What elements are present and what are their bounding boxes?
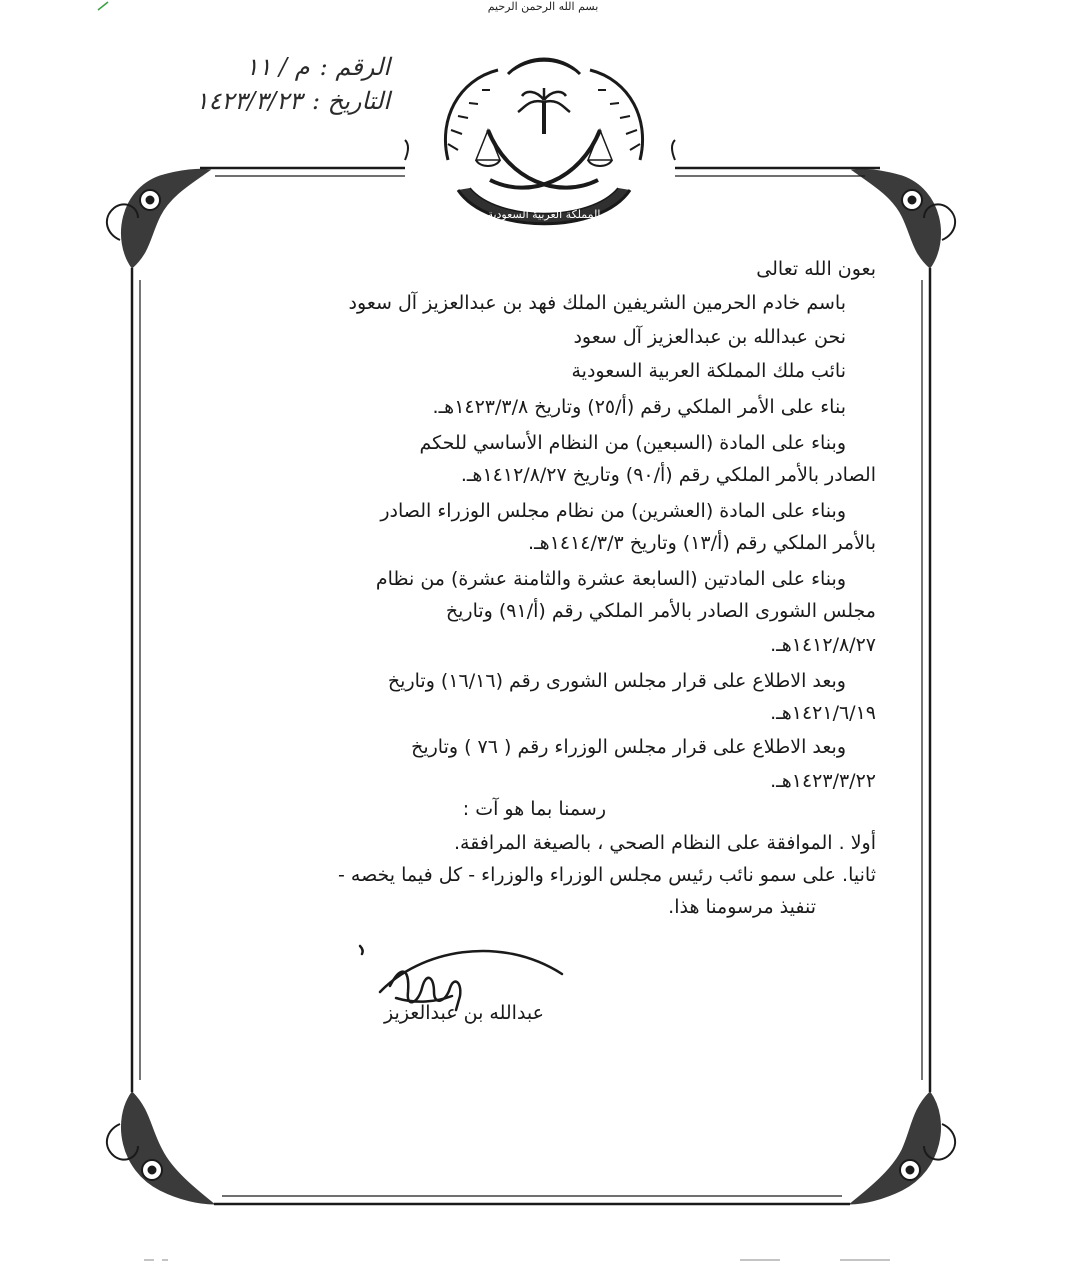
body-line: وبناء على المادة (العشرين) من نظام مجلس الوزراء الصادر [380,500,846,522]
body-line: ١٤٢٣/٣/٢٢هـ. [770,770,876,792]
date-value: ١٤٢٣/٣/٢٣ [195,87,302,115]
body-line: نائب ملك المملكة العربية السعودية [571,360,846,382]
body-line: تنفيذ مرسومنا هذا. [668,896,816,918]
body-line: ثانيا. على سمو نائب رئيس مجلس الوزراء والوزراء - كل فيما يخصه - [337,864,876,886]
date-label: التاريخ : [311,87,390,115]
body-line: بناء على الأمر الملكي رقم (أ/٢٥) وتاريخ ١٤٢٣/٣/٨هـ. [432,396,846,418]
body-line: وبناء على المادتين (السابعة عشرة والثامنة عشرة) من نظام [375,568,846,590]
basmala-text: بسم الله الرحمن الرحيم [487,0,599,13]
body-line: باسم خادم الحرمين الشريفين الملك فهد بن عبدالعزيز آل سعود [348,292,846,314]
signer-name: عبدالله بن عبدالعزيز [384,1002,544,1024]
body-line: ١٤٢١/٦/١٩هـ. [770,702,876,724]
reference-value: م / ١١ [245,53,310,81]
body-line: رسمنا بما هو آت : [462,798,606,820]
reference-block [140,50,390,118]
kingdom-emblem-icon [428,30,660,242]
body-line: وبناء على المادة (السبعين) من النظام الأساسي للحكم [419,432,846,454]
reference-date-line [140,84,390,118]
body-line: ١٤١٢/٨/٢٧هـ. [770,634,876,656]
body-line: أولا . الموافقة على النظام الصحي ، بالصيغة المرافقة. [453,832,876,854]
body-line: مجلس الشورى الصادر بالأمر الملكي رقم (أ/٩١) وتاريخ [445,600,876,622]
body-line: بالأمر الملكي رقم (أ/١٣) وتاريخ ١٤١٤/٣/٣هـ. [528,532,876,554]
body-line: الصادر بالأمر الملكي رقم (أ/٩٠) وتاريخ ١٤١٢/٨/٢٧هـ. [460,464,876,486]
bottom-edge-marks [140,1252,900,1264]
emblem-label: المملكة العربية السعودية [487,208,601,221]
reference-number-line [140,50,390,84]
reference-label: الرقم : [319,53,390,81]
signature-scribble [300,940,570,1060]
body-line: نحن عبدالله بن عبدالعزيز آل سعود [573,326,846,348]
body-line: بعون الله تعالى [756,258,876,280]
body-line: وبعد الاطلاع على قرار مجلس الشورى رقم (١٦/١٦) وتاريخ [387,670,846,692]
body-line: وبعد الاطلاع على قرار مجلس الوزراء رقم ( ٧٦ ) وتاريخ [411,736,846,758]
